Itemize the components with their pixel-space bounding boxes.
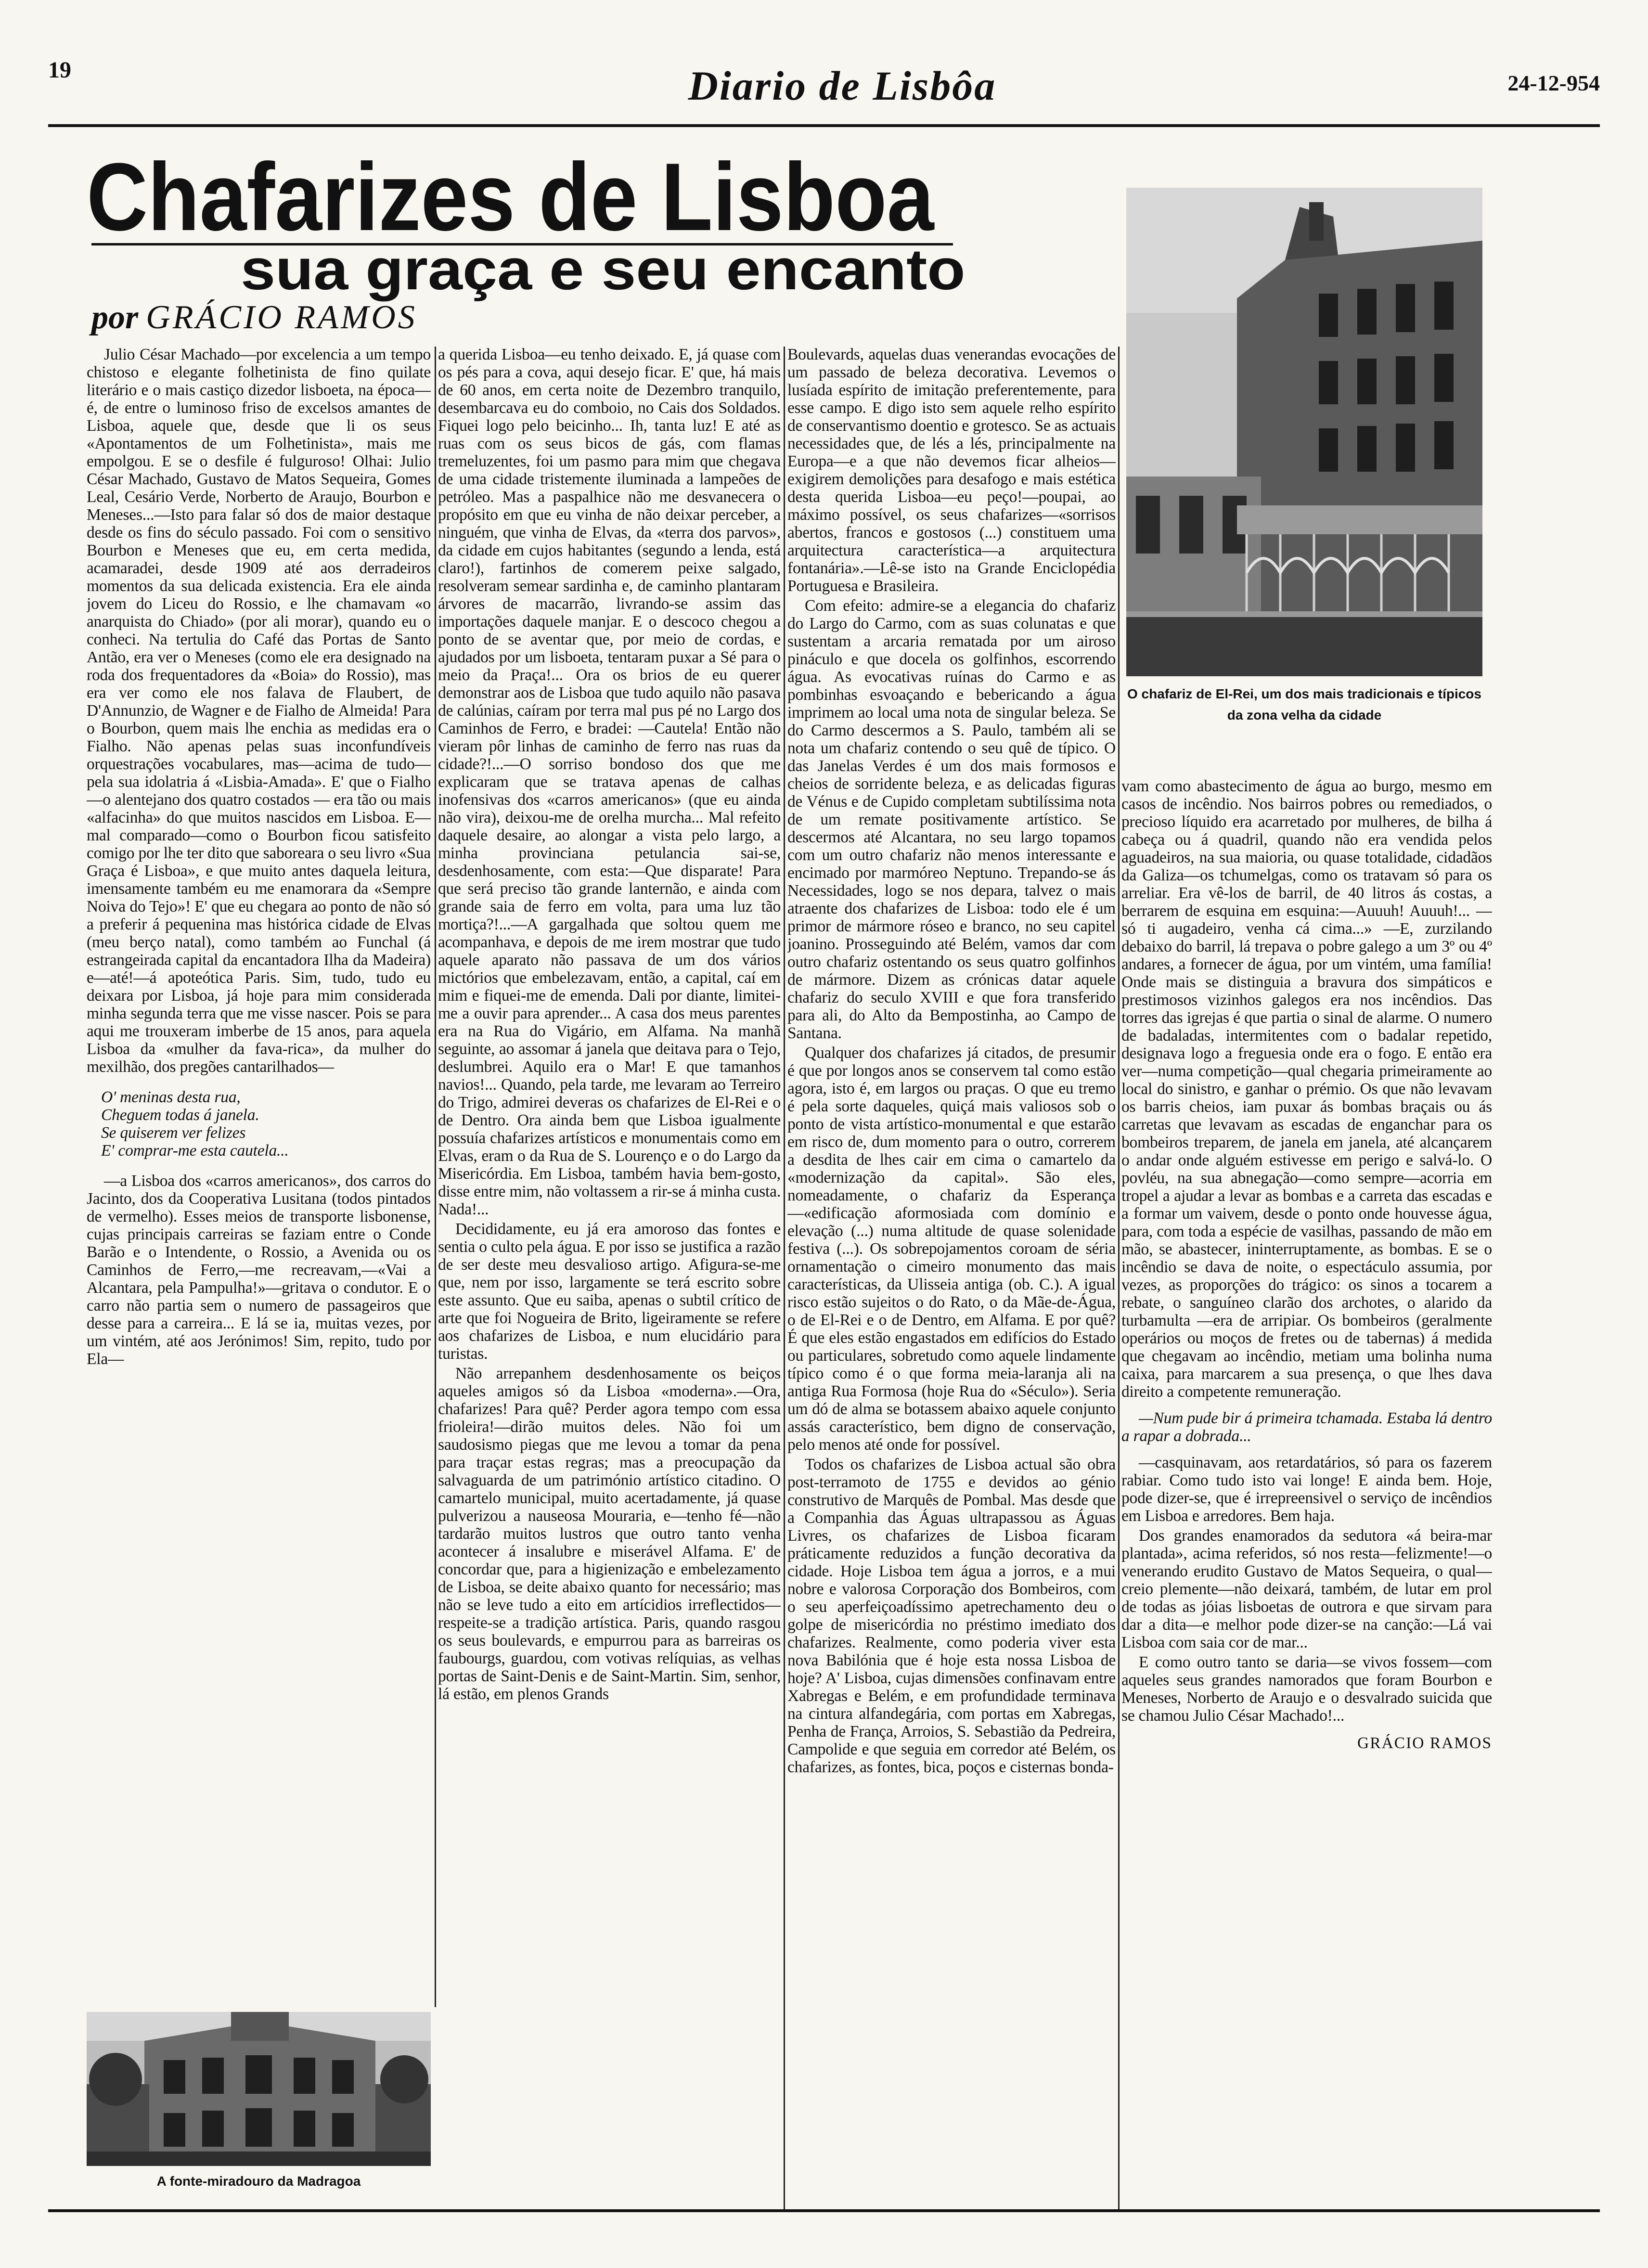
paragraph: Julio César Machado—por excelencia a um tempo chistoso e elegante folhetinista de fino quilate literário e o mais castiço dizedor lisboeta, na época—é, de entre o luminoso friso de excelsos amantes de Lisboa, aquele que, desde que li os seus «Apontamentos de um Folhetinista», mais me empolgou. E se o desfile é fulguroso! Olhai: Julio César Machado, Gustavo de Matos Sequeira, Gomes Leal, Cesário Verde, Norberto de Araujo, Bourbon e Meneses...—Isto para falar só dos de maior destaque desde os fins do século passado. Foi com o sensitivo Bourbon e Meneses que eu, em certa medida, acamaradei, desde 1909 até aos derradeiros momentos da sua delicada existencia. Era ele ainda jovem do Liceu do Rossio, e lhe chamavam «o anarquista do Chiado» (por ali morar), quando eu o conheci. Na tertulia do Café das Portas de Santo Antão, era ver o Meneses (como ele era designado na roda dos frequentadores da «Boia» do Rossio), mas era ver como ele nos falava de Flaubert, de D'Annunzio, de Wagner e de Fialho de Almeida! Para o Bourbon, quem mais lhe enchia as medidas era o Fialho. Não apenas pelas suas inconfundíveis orquestrações vocabulares, mas—acima de tudo—pela sua idolatria á «Lisbia-Amada». E' que o Fialho—o alentejano dos quatro costados — era tão ou mais «alfacinha» do que muitos nascidos em Lisboa. E—mal comparado—como o Bourbon ficou satisfeito comigo por lhe ter dito que saboreara o seu livro «Sua Graça é Lisboa», e que muito antes daquela leitura, imensamente também eu me enamorara da «Sempre Noiva do Tejo»! E' que eu chegara ao ponto de não só a preferir á pequenina mas histórica cidade de Elvas (meu berço natal), como também ao Funchal (á estrangeirada capital da encantadora Ilha da Madeira) e—até!—á apoteótica Paris. Sim, tudo, tudo eu deixara por Lisboa, já hoje para mim considerada minha segunda terra que me visse nascer. Pois se para aqui me trouxeram imberbe de 15 anos, para aquela Lisboa da «mulher da fava-rica», da mulher do mexilhão, dos pregões cantarilhados— — [87, 346, 431, 1076]
paragraph: Todos os chafarizes de Lisboa actual são obra post-terramoto de 1755 e devidos ao génio construtivo de Marquês de Pombal. Mas desde que a Companhia das Águas ultrapassou as Águas Livres, os chafarizes de Lisboa ficaram práticamente reduzidos a função decorativa da cidade. Hoje Lisboa tem água a jorros, e a mui nobre e valorosa Corporação dos Bombeiros, com o seu aperfeiçoadíssimo apetrechamento deu o golpe de misericórdia no préstimo imediato dos chafarizes. Realmente, como poderia viver esta nova Babilónia que é hoje esta nossa Lisboa de hoje? A' Lisboa, cujas dimensões confinavam entre Xabregas e Belém, e em profundidade terminava na cintura alfandegária, com portas em Xabregas, Penha de França, Arroios, S. Sebastião da Pedreira, Campolide e que seguia em corredor até Belém, os chafarizes, as fontes, bica, poços e cisternas bonda- — [787, 1456, 1116, 1776]
column-rule — [435, 347, 436, 2007]
paragraph: —casquinavam, aos retardatários, só para os fazerem rabiar. Como tudo isto vai longe! E ainda bem. Hoje, pode dizer-se, que é irrepreensivel o serviço de incêndios em Lisboa e arredores. Bem haja. — [1121, 1454, 1492, 1525]
paragraph: Qualquer dos chafarizes já citados, de presumir é que por longos anos se conservem tal como estão agora, isto é, em largos ou praças. O que eu tremo é pela sorte daqueles, quiçá mais valiosos sob o ponto de vista artístico-monumental e que estarão em risco de, dum momento para o outro, correrem a desdita de lhes cair em cima o camartelo da «modernização da capital». São eles, nomeadamente, o chafariz da Esperança—«edificação aformosiada com domínio e elevação (...) numa altitude de quase solenidade festiva (...). Os sobrepojamentos coroam de séria ornamentação o cimeiro monumento das mais características, da Ulisseia antiga (ob. C.). A igual risco estão sujeitos o do Rato, o da Mãe-de-Água, o de El-Rei e o de Dentro, em Alfama. E por quê? É que eles estão engastados em edifícios do Estado ou particulares, sobretudo como aquele lindamente típico como é o que forma meia-laranja ali na antiga Rua Formosa (hoje Rua do «Século»). Seria um dó de alma se botassem abaixo aquele conjunto assás característico, bem digno de conservação, pelo menos até onde for possível. — [787, 1044, 1116, 1454]
paragraph: a querida Lisboa—eu tenho deixado. E, já quase com os pés para a cova, aqui desejo ficar. E' que, há mais de 60 anos, em certa noite de Dezembro tranquilo, desembarcava eu do comboio, no Cais dos Soldados. Fiquei logo pelo beicinho... Ih, tanta luz! E até as ruas com os seus bicos de gás, com flamas tremeluzentes, foi um pasmo para mim que chegava de uma cidade tristemente iluminada a lampeões de petróleo. Mas a paspalhice não me desvanecera o propósito em que eu vinha de não deixar perceber, a ninguém, que vinha de Elvas, da «terra dos parvos», da cidade em cujos habitantes (segundo a lenda, está claro!), fartinhos de comerem peixe salgado, resolveram semear sardinha e, de caminho plantaram árvores de macarrão, livrando-se assim das importações daquele manjar. E o descoco chegou a ponto de se aventar que, por meio de cordas, e ajudados por um lisboeta, tentaram puxar a Sé para o meio da Praça!... Ora os brios de eu querer demonstrar aos de Lisboa que tudo aquilo não pasava de calúnias, caíram por terra mal pus pé no Largo dos Caminhos de Ferro, e bradei: —Cautela! Então não vieram pôr linhas de caminho de ferro nas ruas da cidade?!...—O sorriso bondoso dos que me explicaram que se tratava apenas de calhas inofensivas dos «carros americanos» (que eu ainda não vira), deixou-me de orelha murcha... Mal refeito daquele desaire, ao alongar a vista pelo largo, a minha provinciana petulancia sai-se, desdenhosamente, com esta:—Que disparate! Para que será preciso tão grande lanternão, e ainda com grande saia de ferro em volta, para uma luz tão mortiça?!...—A gargalhada que soltou quem me acompanhava, e depois de me irem mostrar que tudo aquele aparato não passava de um dos vários mictórios que embelezavam, então, a capital, caí em mim e fiquei-me de emenda. Dali por diante, limitei-me a ouvir para aprender... A casa dos meus parentes era na Rua do Vigário, em Alfama. Na manhã seguinte, ao assomar á janela que deitava para o Tejo, deslumbrei. Aquilo era o Mar! E que tamanhos navios!... Quando, pela tarde, me levaram ao Terreiro do Trigo, admirei deveras os chafarizes de El-Rei e o de Dentro. Ora ainda bem que Lisboa igualmente possuía chafarizes artísticos e monumentais como em Elvas, eram o da Rua de S. Lourenço e o do Largo da Misericórdia. Em Lisboa, também havia bem-gosto, disse entre mim, não voltassem a rir-se á minha custa. Nada!... — [438, 346, 781, 1218]
building-photo-madragoa — [87, 2012, 431, 2166]
paragraph: E como outro tanto se daria—se vivos fossem—com aqueles seus grandes namorados que foram Bourbon e Meneses, Norberto de Araujo e o desvalrado suicida que se chamou Julio César Machado!... — [1121, 1653, 1492, 1725]
verse-line: E' comprar-me esta cautela... — [101, 1142, 289, 1160]
masthead: Diario de Lisbôa — [688, 63, 997, 109]
paragraph: —a Lisboa dos «carros americanos», dos carros do Jacinto, dos da Cooperativa Lusitana (todos pintados de vermelho). Esses meios de transporte lisbonense, cujas principais carreiras se faziam entre o Conde Barão e o Intendente, o Rossio, a Avenida ou os Caminhos de Ferro,—me recreavam,—«Vai a Alcantara, pela Pampulha!»—gritava o condutor. E o carro não partia sem o numero de passageiros que desse para a carreira... E lá se ia, muitas vezes, por um vintém, até aos Jerónimos! Sim, repito, tudo por Ela— — [87, 1172, 431, 1368]
verse-line: O' meninas desta rua, — [101, 1088, 241, 1106]
footer-rule — [48, 2209, 1600, 2212]
paragraph: Boulevards, aquelas duas venerandas evocações de um passado de beleza decorativa. Levemos o lusíada espírito de imitação preferentemente, para esse campo. E digo isto sem aquele relho espírito de conservantismo doentio e grotesco. Se as actuais necessidades que, de lés a lés, principalmente na Europa—e a que não devemos ficar alheios—exigirem demolições para desafogo e mais estética desta querida Lisboa—eu peço!—poupai, ao máximo possível, os seus chafarizes—«sorrisos abertos, francos e gostosos (...) constituem uma arquitectura característica—a arquitectura fontanária».—Lê-se isto na Grande Enciclopédia Portuguesa e Brasileira. — [787, 346, 1116, 595]
article-column-1 — [87, 346, 431, 1997]
article-column-3 — [787, 346, 1116, 2204]
column-rule — [784, 347, 785, 2209]
paragraph: Decididamente, eu já era amoroso das fontes e sentia o culto pela água. E por isso se justifica a razão de ser deste meu desvalioso artigo. Afigura-se-me que, nem por isso, largamente se terá escrito sobre este assunto. Que eu saiba, apenas o subtil crítico de arte que foi Nogueira de Brito, ligeiramente se refere aos chafarizes de Lisboa, e num elucidário para turistas. — [438, 1220, 781, 1363]
quote: —Num pude bir á primeira tchamada. Estaba lá dentro a rapar a dobrada... — [1121, 1409, 1492, 1445]
photo-fonte-madragoa — [87, 2012, 431, 2166]
subheadline: sua graça e seu encanto — [241, 237, 966, 302]
column-rule — [1118, 347, 1120, 2209]
photo-caption-top: O chafariz de El-Rei, um dos mais tradicionais e típicos da zona velha da cidade — [1127, 686, 1481, 722]
photo-caption-bottom: A fonte-miradouro da Madragoa — [156, 2174, 361, 2189]
signature: GRÁCIO RAMOS — [1357, 1734, 1492, 1752]
verse-block — [101, 1088, 431, 1160]
paragraph: vam como abastecimento de água ao burgo, mesmo em casos de incêndio. Nos bairros pobres ou remediados, o precioso líquido era acarretado por mulheres, de bilha á cabeça ou á quadril, quando não era vendida pelos aguadeiros, na sua maioria, ou quase totalidade, cidadãos da Galiza—os tchumelgas, como os tratavam só para os arreliar. Era vê-los de barril, de 40 litros ás costas, a berrarem de esquina em esquina:—Auuuh! Auuuh!... —só ti augadeiro, venha cá cima...» —E, zurzilando debaixo do barril, lá trepava o pobre galego a um 3º ou 4º andares, a fornecer de água, por um vintém, uma família! Onde mais se distinguia a bravura dos simpáticos e prestimosos vizinhos galegos era nos incêndios. Das torres das igrejas é que partia o sinal de alarme. O numero de badaladas, intermitentes com o badalar repetido, designava logo a freguesia onde era o fogo. E então era ver—numa competição—qual chegaria primeiramente ao local do sinistro, e ganhar o prémio. Os que não levavam os barris cheios, iam puxar ás bombas braçais ou ás carretas que levavam as escadas de enganchar para os bombeiros treparem, de janela em janela, até alcançarem o andar onde alguém estivesse em perigo e salvá-lo. O povléu, na sua abnegação—como sempre—acorria em tropel a ajudar a levar as bombas e a carreta das escadas e a formar um vaivem, desde o ponto onde houvesse água, para, com toda a espécie de vasilhas, passando de mão em mão, se abastecer, ininterruptamente, as bombas. E se o incêndio se dava de noite, o espectáculo assumia, por vezes, as proporções do trágico: os sinos a tocarem a rebate, o sanguíneo clarão dos archotes, o alarido da turbamulta —era de arripiar. Os bombeiros (geralmente operários ou moços de fretes ou de tabernas) á medida que chegavam ao incêndio, metiam uma bolinha numa caixa, para marcarem a sua presença, o que lhes dava direito a competente remuneração. — [1121, 777, 1492, 1401]
verse-line: Cheguem todas á janela. — [101, 1106, 259, 1124]
building-photo-el-rei — [1126, 188, 1482, 676]
photo-chafariz-el-rei — [1126, 188, 1482, 676]
article-column-4 — [1121, 777, 1492, 2202]
header-rule — [48, 124, 1600, 127]
paragraph: Com efeito: admire-se a elegancia do chafariz do Largo do Carmo, com as suas colunatas e que sustentam a arcaria rematada por um airoso pináculo e que docela os golfinhos, escorrendo água. As evocativas ruínas do Carmo e as pombinhas esvoaçando e bebericando a água imprimem ao local uma nota de singular beleza. Se do Carmo descermos a S. Paulo, também ali se nota um chafariz contendo o seu quê de típico. O das Janelas Verdes é um dos mais formosos e cheios de sorridente beleza, e as delicadas figuras de Vénus e de Cupido completam subtilíssima nota de um remate positivamente artístico. Se descermos até Alcantara, no seu largo topamos com um outro chafariz não menos interessante e encimado por marmóreo Neptuno. Trepando-se ás Necessidades, logo se nos depara, talvez o mais atraente dos chafarizes de Lisboa: todo ele é um primor de mármore róseo e branco, no seu capitel joanino. Prosseguindo até Belém, vamos dar com outro chafariz ostentando os seus quatro golfinhos de mármore. Dizem as crónicas datar aquele chafariz do seculo XVIII e que fora transferido para ali, do Alto da Bempostinha, ao Campo de Santana. — [787, 597, 1116, 1042]
verse-line: Se quiserem ver felizes — [101, 1124, 246, 1142]
byline-prefix: por — [91, 299, 139, 336]
paragraph: Dos grandes enamorados da sedutora «á beira-mar plantada», acima referidos, só nos resta—felizmente!—o venerando erudito Gustavo de Matos Sequeira, o qual—creio plemente—não deixará, também, de lutar em prol de todas as jóias lisbоetas de outrora e que sirvam para dar a dita—e melhor pode dizer-se na canção:—Lá vai Lisboa com saia cor de mar... — [1121, 1527, 1492, 1651]
page-header — [48, 57, 1600, 129]
page-number: 19 — [48, 57, 71, 83]
byline-author: GRÁCIO RAMOS — [146, 299, 417, 336]
paragraph: Não arrepanhem desdenhosamente os beiços aqueles amigos só da Lisboa «moderna».—Ora, chafarizes! Para quê? Perder agora tempo com essa frioleira!—dirão muitos deles. Não foi um saudosismo piegas que me levou a tomar da pena para traçar estas regras; mas a preocupação da salvaguarda de um património artístico citadino. O camartelo municipal, muito acertadamente, já quase pulverizou a nauseosa Mouraria, e—tenho fé—não tardarão muitos lustros que outro tanto venha acontecer á insalubre e miserável Alfama. E' de concordar que, para a higienização e embelezamento de Lisboa, se deite abaixo quanto for necessário; mas não se leve tudo a eito em artícidios irreflectidos—respeite-se a tradição artística. Paris, quando rasgou os seus boulevards, e empurrou para as barreiras os faubourgs, guardou, com votivas relíquias, as velhas portas de Saint-Denis e de Saint-Martin. Sim, senhor, lá estão, em plenos Grands — [438, 1365, 781, 1703]
byline — [91, 296, 765, 339]
headline: Chafarizes de Lisboa — [87, 143, 934, 251]
article-column-2 — [438, 346, 781, 2204]
issue-date: 24-12-954 — [1507, 71, 1600, 95]
